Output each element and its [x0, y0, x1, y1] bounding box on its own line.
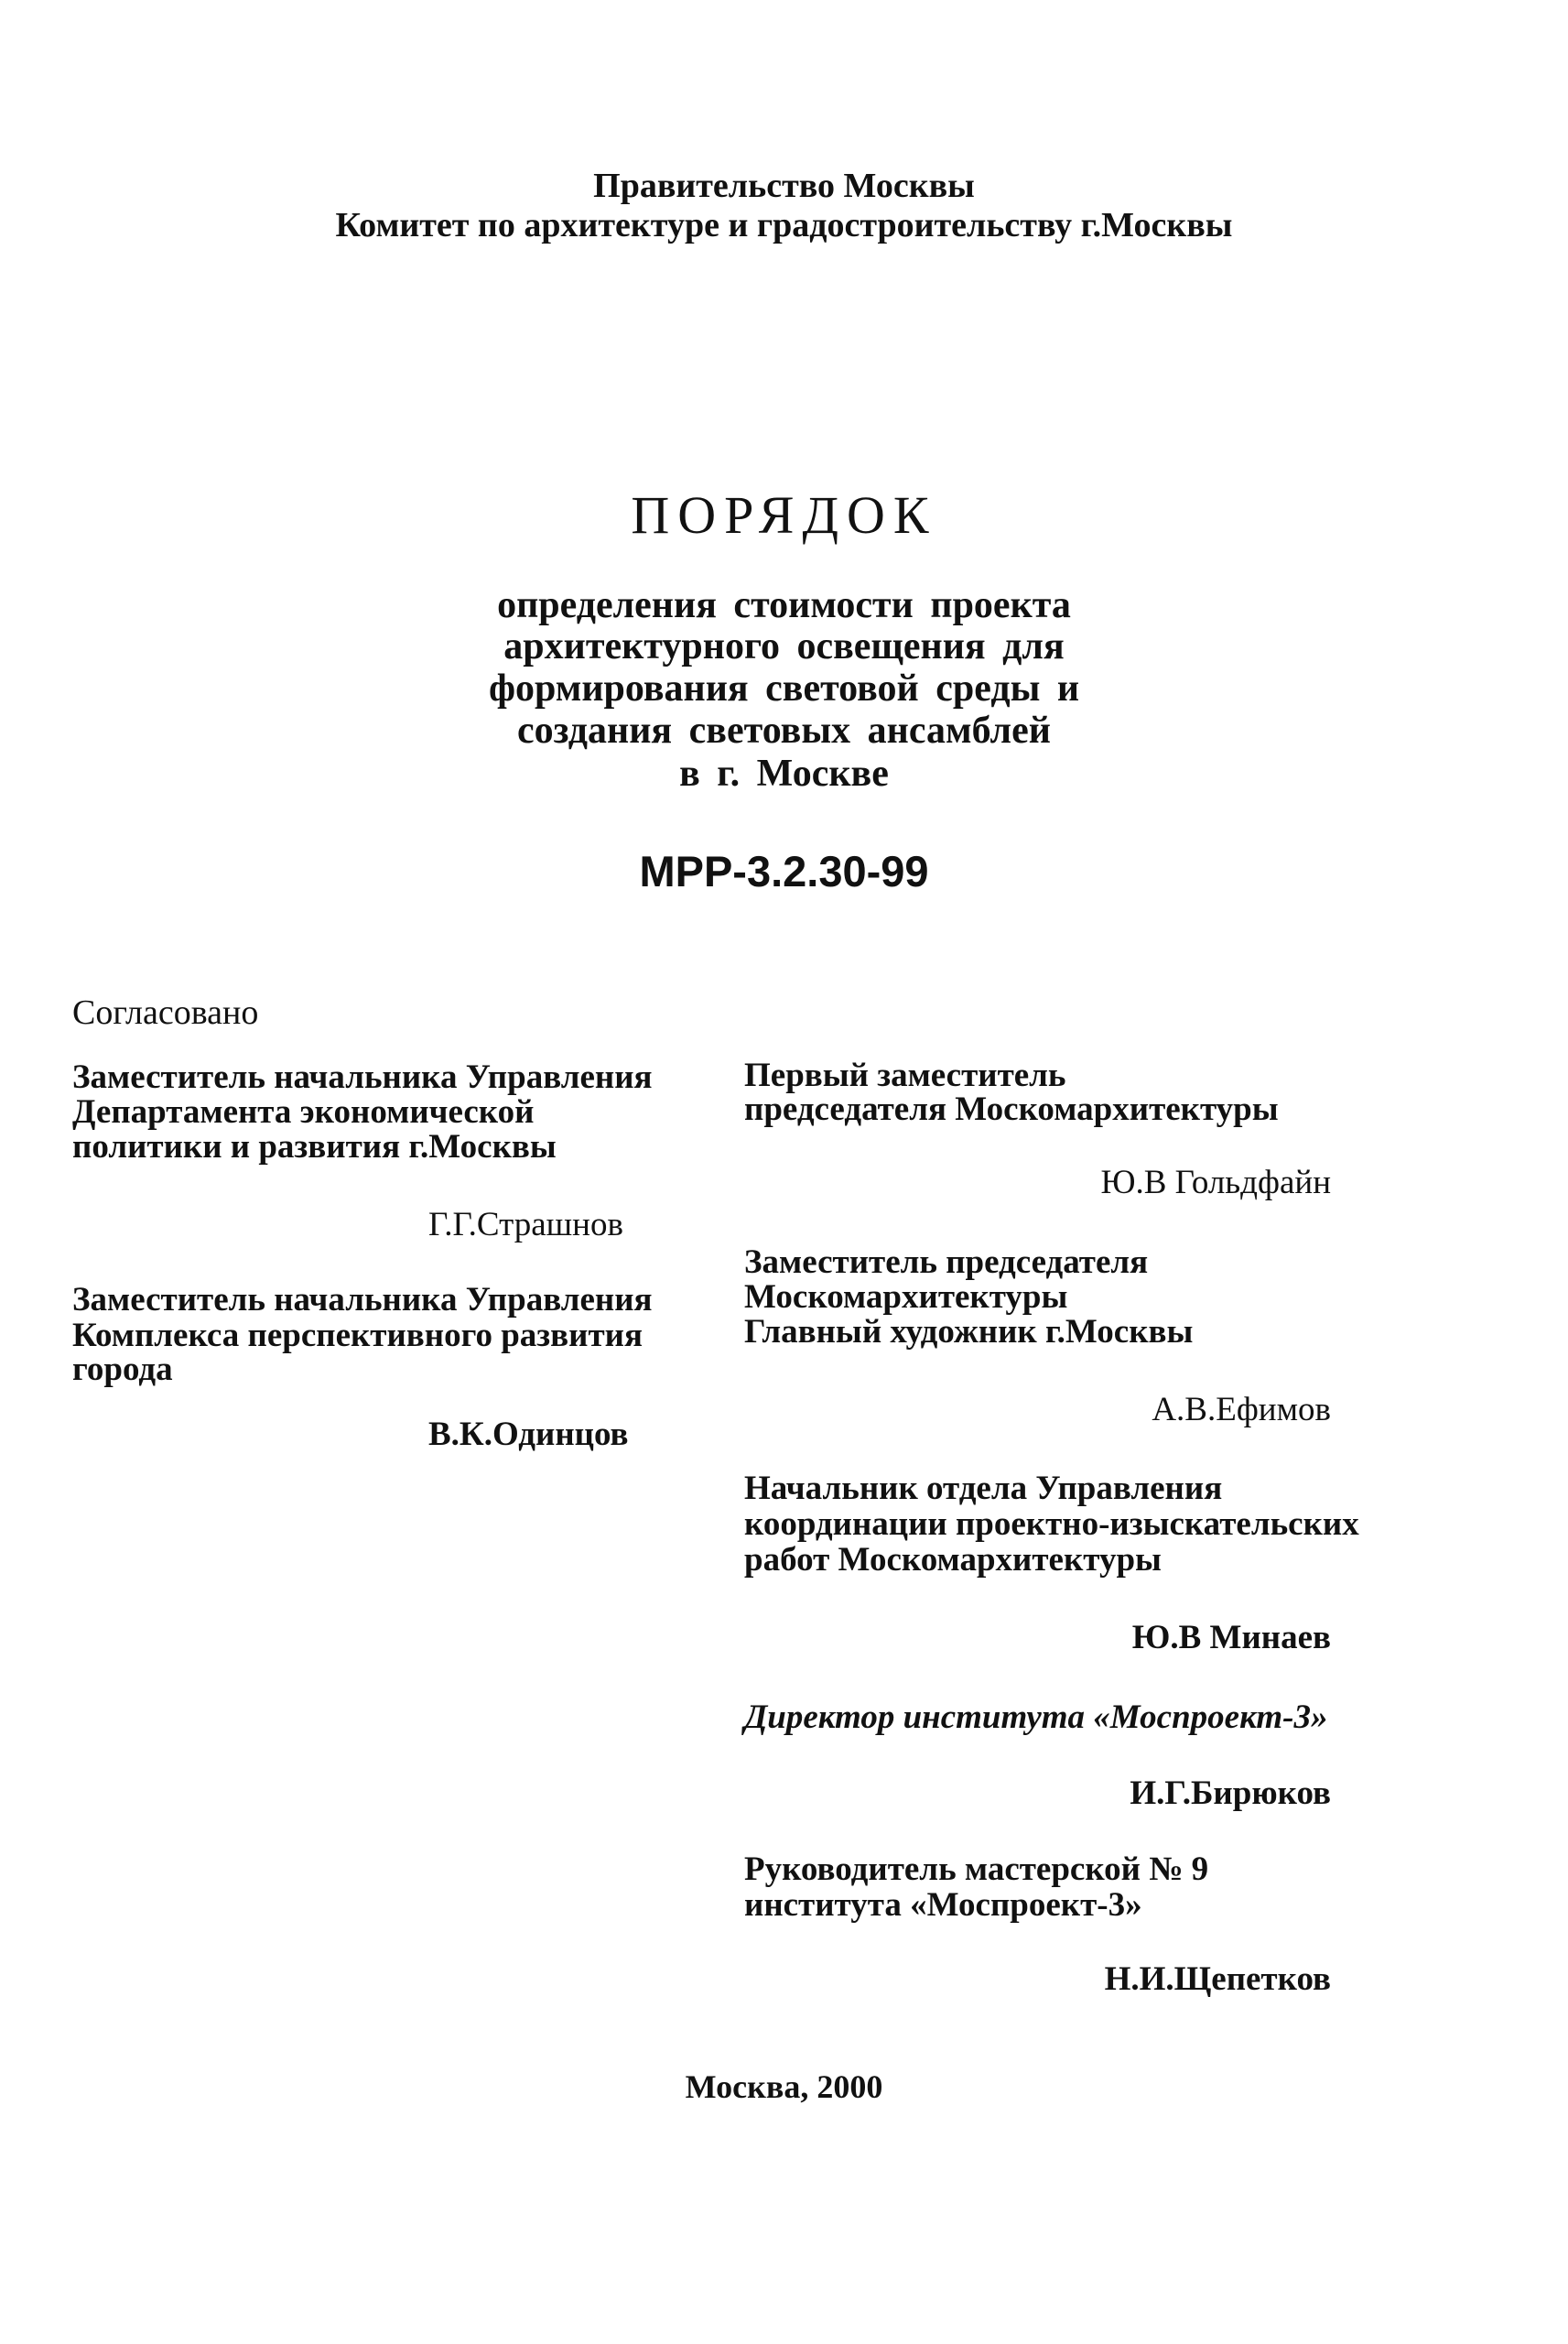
- right-signer-2-position-line-2: Москомархитектуры: [744, 1278, 1068, 1316]
- subtitle-line-1: определения стоимости проекта: [497, 584, 1071, 626]
- left-signer-2-position-line-2: Комплекса перспективного развития: [72, 1317, 643, 1354]
- footer-city-year: Москва, 2000: [685, 2068, 883, 2105]
- left-signer-2-position-line-3: города: [72, 1351, 173, 1388]
- right-signer-2-position-line-1: Заместитель председателя: [744, 1243, 1149, 1281]
- right-signer-2-position-line-3: Главный художник г.Москвы: [744, 1313, 1194, 1351]
- left-signer-1-position-line-2: Департамента экономической: [72, 1093, 535, 1131]
- left-signer-2-position-line-1: Заместитель начальника Управления: [72, 1281, 653, 1318]
- approval-label: Согласовано: [72, 993, 259, 1032]
- document-title: ПОРЯДОК: [631, 485, 937, 545]
- left-signer-2-name: В.К.Одинцов: [428, 1416, 629, 1453]
- right-signer-3-position-line-2: координации проектно-изыскательских: [744, 1505, 1359, 1543]
- header-committee: Комитет по архитектуре и градостроительству г.Москвы: [335, 206, 1233, 244]
- right-signer-2-name: А.В.Ефимов: [1152, 1391, 1331, 1428]
- right-signer-1-position-line-2: председателя Москомархитектуры: [744, 1091, 1279, 1128]
- right-signer-5-name: Н.И.Щепетков: [1104, 1960, 1331, 1998]
- right-signer-3-name: Ю.В Минаев: [1131, 1619, 1331, 1656]
- right-signer-5-position-line-1: Руководитель мастерской № 9: [744, 1850, 1209, 1888]
- right-signer-5-position-line-2: института «Моспроект-3»: [744, 1886, 1142, 1924]
- left-signer-1-position-line-3: политики и развития г.Москвы: [72, 1128, 557, 1166]
- subtitle-line-2: архитектурного освещения для: [503, 625, 1065, 667]
- right-signer-1-name: Ю.В Гольдфайн: [1100, 1164, 1331, 1201]
- right-signer-4-name: И.Г.Бирюков: [1130, 1774, 1331, 1812]
- right-signer-3-position-line-1: Начальник отдела Управления: [744, 1470, 1223, 1507]
- document-code: МРР-3.2.30-99: [639, 847, 929, 895]
- right-signer-4-position-line-1: Директор института «Моспроект-3»: [744, 1698, 1328, 1736]
- subtitle-line-5: в г. Москве: [679, 753, 889, 795]
- header-government: Правительство Москвы: [593, 167, 975, 205]
- right-signer-3-position-line-3: работ Москомархитектуры: [744, 1541, 1162, 1579]
- subtitle-line-3: формирования световой среды и: [488, 667, 1080, 710]
- left-signer-1-name: Г.Г.Страшнов: [428, 1206, 623, 1243]
- right-signer-1-position-line-1: Первый заместитель: [744, 1057, 1066, 1094]
- left-signer-1-position-line-1: Заместитель начальника Управления: [72, 1058, 653, 1096]
- subtitle-line-4: создания световых ансамблей: [517, 710, 1051, 752]
